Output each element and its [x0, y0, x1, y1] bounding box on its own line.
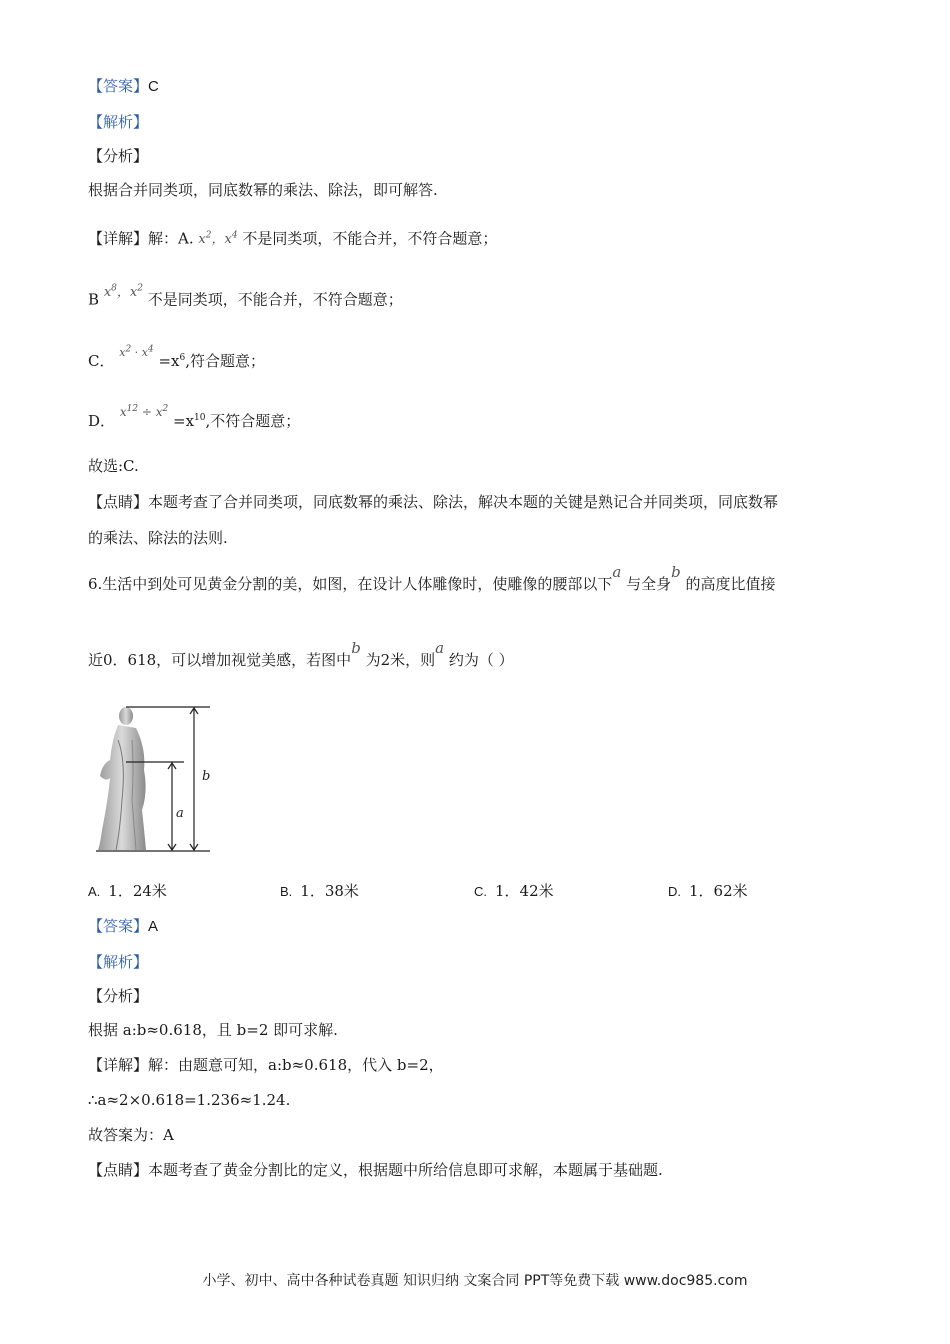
dianjing-6-text: 本题考查了黄金分割比的定义，根据题中所给信息即可求解，本题属于基础题. — [148, 1161, 663, 1179]
option-c-text: 1．42米 — [495, 882, 554, 900]
q6-var-b-2: b — [351, 639, 361, 657]
xiangjie-6-tag: 【详解】 — [88, 1056, 149, 1074]
fenxi-heading: 【分析】 — [88, 147, 149, 165]
option-b-label: B — [88, 290, 100, 309]
option-d-text: 1．62米 — [689, 882, 748, 900]
option-c-letter: C. — [474, 884, 487, 899]
q6-var-a-2: a — [435, 639, 445, 657]
option-b-tail: 不是同类项，不能合并，不符合题意； — [147, 290, 403, 309]
answer-6-line — [88, 916, 158, 937]
q6-text-2: 与全身 — [626, 575, 672, 593]
option-d-label: D． — [88, 412, 116, 430]
jiexi-6-heading: 【解析】 — [88, 953, 149, 971]
xiangjie-tag: 【详解】 — [88, 229, 149, 248]
xiangjie-a-label: 解：A. — [148, 229, 194, 248]
q6-text-1: 6.生活中到处可见黄金分割的美，如图，在设计人体雕像时，使雕像的腰部以下 — [88, 575, 613, 593]
dianjing-tag: 【点睛】 — [88, 493, 149, 511]
option-c-eq: =x — [158, 352, 180, 370]
option-a-text: 1．24米 — [108, 882, 167, 900]
page-footer: 小学、初中、高中各种试卷真题 知识归纳 文案合同 PPT等免费下载 www.doc985.com — [202, 1273, 748, 1289]
math-x8-x2: $x^8$，$x^2$ — [103, 284, 143, 301]
answer-line — [88, 76, 159, 97]
fenxi-6-text: 根据 a:b≈0.618，且 b=2 即可求解. — [88, 1021, 338, 1039]
jiexi-heading: 【解析】 — [88, 113, 149, 131]
option-b-letter: B. — [280, 884, 293, 899]
dianjing-6-line — [88, 1160, 663, 1180]
math-x2-times-x4: x2 · x4 — [119, 344, 154, 359]
math-x2-x4: $x^2$，$x^4$ — [198, 231, 238, 248]
option-d-tail: ,不符合题意； — [205, 412, 301, 430]
answer-6-value: A — [148, 918, 159, 935]
xiangjie-6-text: 解：由题意可知，a:b≈0.618，代入 b=2， — [148, 1056, 444, 1074]
option-d-letter: D. — [668, 884, 681, 899]
q6-text-6: 约为（ ） — [448, 651, 514, 669]
option-c-tail: ,符合题意； — [185, 352, 265, 370]
q6-text-5: 为2米，则 — [365, 651, 436, 669]
question-6-line-1 — [88, 563, 776, 594]
dianjing-6-tag: 【点睛】 — [88, 1161, 149, 1179]
xiangjie-a-tail: 不是同类项，不能合并，不符合题意； — [242, 229, 498, 248]
xiangjie-6-line — [88, 1055, 444, 1075]
option-d-exp: 10 — [194, 413, 206, 423]
statue-icon — [98, 707, 146, 850]
option-a-letter: A. — [88, 884, 101, 899]
figure-label-a: a — [176, 806, 184, 821]
dianjing-line-2: 的乘法、除法的法则. — [88, 529, 228, 547]
guxuan-line: 故选:C. — [88, 457, 139, 475]
xiangjie-line-a — [88, 226, 497, 250]
option-d-eq: =x — [173, 412, 195, 430]
answer-value: C — [148, 78, 159, 95]
calc-6-line: ∴a≈2×0.618=1.236≈1.24. — [88, 1091, 291, 1109]
option-d-line — [88, 404, 301, 432]
figure-label-b: b — [202, 769, 211, 784]
q6-var-a: a — [612, 563, 622, 581]
dianjing-line-1 — [88, 492, 778, 512]
question-6-line-2 — [88, 639, 514, 670]
q6-var-b: b — [671, 563, 681, 581]
guda-6-line: 故答案为：A — [88, 1126, 174, 1144]
option-c — [474, 881, 554, 902]
statue-figure — [88, 700, 218, 860]
q6-text-4: 近0．618，可以增加视觉美感，若图中 — [88, 651, 352, 669]
q6-text-3: 的高度比值接 — [685, 575, 776, 593]
option-b-text: 1．38米 — [300, 882, 359, 900]
answer-tag: 【答案】 — [88, 77, 149, 95]
option-b — [280, 881, 359, 902]
option-c-line — [88, 344, 265, 373]
fenxi-text: 根据合并同类项，同底数幂的乘法、除法，即可解答. — [88, 181, 438, 199]
option-c-exp: 6 — [179, 353, 186, 363]
dianjing-text: 本题考查了合并同类项，同底数幂的乘法、除法，解决本题的关键是熟记合并同类项，同底数幂 — [148, 493, 779, 511]
option-b-line — [88, 284, 403, 311]
option-d — [668, 881, 748, 902]
option-c-label: C． — [88, 352, 115, 370]
option-a — [88, 881, 167, 902]
answer-6-tag: 【答案】 — [88, 917, 149, 935]
fenxi-6-heading: 【分析】 — [88, 987, 149, 1005]
math-x12-div-x2: x12 ÷ x2 — [119, 404, 169, 419]
